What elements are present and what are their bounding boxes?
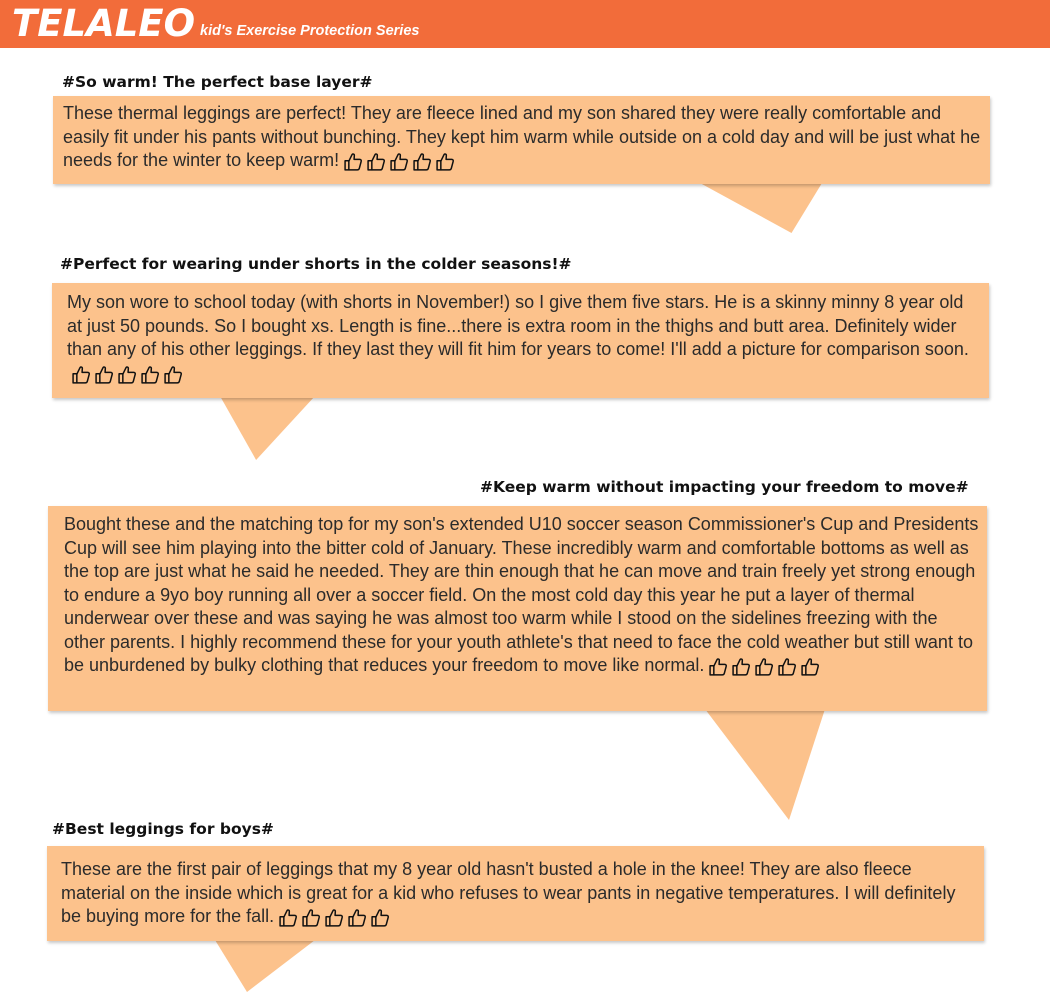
thumbs-up-icon: [71, 365, 91, 385]
review-text: [61, 858, 976, 932]
header-banner: [0, 0, 1050, 48]
thumbs-up-icon: [343, 152, 363, 172]
thumbs-up-icon: [389, 152, 409, 172]
rating-thumbs: [71, 365, 186, 389]
thumbs-up-icon: [347, 908, 367, 928]
thumbs-up-icon: [324, 908, 344, 928]
thumbs-up-icon: [140, 365, 160, 385]
thumbs-up-icon: [754, 657, 774, 677]
thumbs-up-icon: [435, 152, 455, 172]
thumbs-up-icon: [708, 657, 728, 677]
thumbs-up-icon: [301, 908, 321, 928]
rating-thumbs: [708, 657, 823, 681]
speech-bubble-tail: [215, 940, 315, 992]
review-title: #Keep warm without impacting your freedom to move#: [480, 478, 969, 496]
thumbs-up-icon: [777, 657, 797, 677]
review-text: [64, 513, 982, 681]
review-text: [67, 291, 982, 388]
thumbs-up-icon: [731, 657, 751, 677]
review-bubble: [53, 96, 990, 184]
review-bubble: [47, 846, 984, 941]
speech-bubble-tail: [700, 183, 822, 233]
rating-thumbs: [278, 908, 393, 932]
review-title: #So warm! The perfect base layer#: [62, 73, 373, 91]
review-body: These are the first pair of leggings that my 8 year old hasn't busted a hole in the knee! They are also fleece material on the inside which is great for a kid who refuses to wear pants in negative temperatures. I will definitely be buying more for the fall.: [61, 859, 956, 926]
review-title: #Perfect for wearing under shorts in the colder seasons!#: [60, 255, 572, 273]
review-body: My son wore to school today (with shorts in November!) so I give them five stars. He is a skinny minny 8 year old at just 50 pounds. So I bought xs. Length is fine...there is extra room in the thighs and butt area. Definitely wider than any of his other leggings. If they last they will fit him for years to come! I'll add a picture for comparison soon.: [67, 292, 969, 359]
review-bubble: [52, 283, 989, 398]
rating-thumbs: [343, 152, 458, 176]
thumbs-up-icon: [800, 657, 820, 677]
tagline: kid's Exercise Protection Series: [200, 23, 420, 39]
speech-bubble-tail: [705, 709, 825, 820]
thumbs-up-icon: [94, 365, 114, 385]
review-text: [63, 102, 988, 176]
review-body: These thermal leggings are perfect! They are fleece lined and my son shared they were really comfortable and easily fit under his pants without bunching. They kept him warm while outside on a cold day and will be just what he needs for the winter to keep warm!: [63, 103, 981, 170]
thumbs-up-icon: [370, 908, 390, 928]
thumbs-up-icon: [278, 908, 298, 928]
review-body: Bought these and the matching top for my son's extended U10 soccer season Commissioner's Cup and Presidents Cup will see him playing into the bitter cold of January. These incredibly warm and comfortable bottoms as well as the top are just what he said he needed. They are thin enough that he can move and train freely yet strong enough to endure a 9yo boy running all over a soccer field. On the most cold day this year he put a layer of thermal underwear over these and was saying he was almost too warm while I stood on the sidelines freezing with the other parents. I highly recommend these for your youth athlete's that need to face the cold weather but still want to be unburdened by bulky clothing that reduces your freedom to move like normal.: [64, 514, 979, 675]
brand-logo: TELALEO: [12, 2, 196, 45]
review-bubble: [48, 506, 987, 711]
thumbs-up-icon: [366, 152, 386, 172]
speech-bubble-tail: [220, 396, 315, 460]
review-title: #Best leggings for boys#: [52, 820, 274, 838]
thumbs-up-icon: [117, 365, 137, 385]
thumbs-up-icon: [412, 152, 432, 172]
thumbs-up-icon: [163, 365, 183, 385]
